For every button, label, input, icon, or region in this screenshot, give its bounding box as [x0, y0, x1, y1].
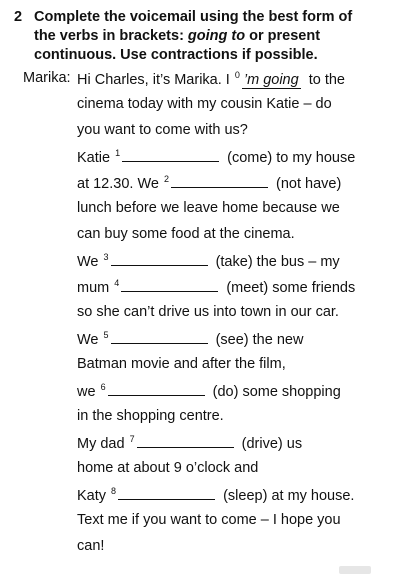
voicemail-line-2: cinema today with my cousin Katie – do [77, 96, 332, 112]
voicemail-line-8 [77, 252, 340, 270]
line-15-end: (drive) us [241, 436, 303, 452]
voicemail-line-10: so she can’t drive us into town in our car. [77, 304, 339, 320]
answer-blank-6[interactable] [108, 383, 205, 396]
line-8-end: (take) the bus – my [215, 254, 340, 270]
line-4-text: Katie [77, 150, 111, 166]
line-11-end: (see) the new [215, 332, 304, 348]
line-13-end: (do) some shopping [212, 384, 341, 400]
voicemail-line-19: can! [77, 538, 105, 554]
voicemail-line-12: Batman movie and after the film, [77, 356, 286, 372]
line-4-end: (come) to my house [227, 150, 356, 166]
voicemail-line-18: Text me if you want to come – I hope you [77, 512, 341, 528]
line-13-text: we [77, 384, 96, 400]
instruction-going-to: going to [187, 28, 246, 44]
voicemail-line-3: you want to come with us? [77, 122, 248, 138]
line-17-end: (sleep) at my house. [223, 488, 355, 504]
gap-number-0: 0 [234, 70, 240, 80]
voicemail-line-9 [77, 278, 355, 296]
voicemail-line-1 [77, 70, 345, 89]
gap-number-5: 5 [103, 330, 109, 340]
answer-blank-2[interactable] [171, 175, 268, 188]
line-1-text: Hi Charles, it’s Marika. I [77, 72, 230, 88]
answer-blank-5[interactable] [111, 331, 208, 344]
gap-number-1: 1 [115, 148, 121, 158]
example-answer: ’m going [243, 72, 299, 88]
line-5-end: (not have) [276, 176, 342, 192]
gap-number-2: 2 [163, 174, 169, 184]
voicemail-line-5 [77, 174, 341, 192]
voicemail-line-14: in the shopping centre. [77, 408, 224, 424]
instruction-line-3: continuous. Use contractions if possible. [34, 47, 318, 63]
exercise-number: 2 [14, 9, 23, 25]
instruction-line-2c: or present [245, 28, 321, 44]
gap-number-8: 8 [111, 486, 117, 496]
gap-number-4: 4 [114, 278, 120, 288]
voicemail-line-17 [77, 486, 354, 504]
line-17-text: Katy [77, 488, 107, 504]
line-5-text: at 12.30. We [77, 176, 159, 192]
voicemail-line-7: can buy some food at the cinema. [77, 226, 295, 242]
answer-blank-4[interactable] [121, 279, 218, 292]
instruction-line-1: Complete the voicemail using the best form of [34, 9, 353, 25]
voicemail-line-6: lunch before we leave home because we [77, 200, 340, 216]
answer-blank-3[interactable] [111, 253, 208, 266]
gap-number-3: 3 [103, 252, 109, 262]
answer-blank-8[interactable] [118, 487, 215, 500]
voicemail-line-4 [77, 148, 355, 166]
answer-blank-7[interactable] [137, 435, 234, 448]
voicemail-line-11 [77, 330, 303, 348]
voicemail-line-13 [77, 382, 341, 400]
speaker-label: Marika: [23, 70, 71, 86]
gap-number-7: 7 [129, 434, 135, 444]
voicemail-line-15 [77, 434, 302, 452]
line-11-text: We [77, 332, 99, 348]
line-9-end: (meet) some friends [226, 280, 356, 296]
instruction-line-2a: the verbs in brackets: [34, 28, 188, 44]
line-1-end: to the [308, 72, 345, 88]
line-9-text: mum [77, 280, 110, 296]
scroll-thumb[interactable] [339, 566, 371, 574]
voicemail-line-16: home at about 9 o’clock and [77, 460, 259, 476]
answer-blank-1[interactable] [122, 149, 219, 162]
exercise-instructions [34, 8, 409, 65]
line-15-text: My dad [77, 436, 125, 452]
line-8-text: We [77, 254, 99, 270]
gap-number-6: 6 [100, 382, 106, 392]
